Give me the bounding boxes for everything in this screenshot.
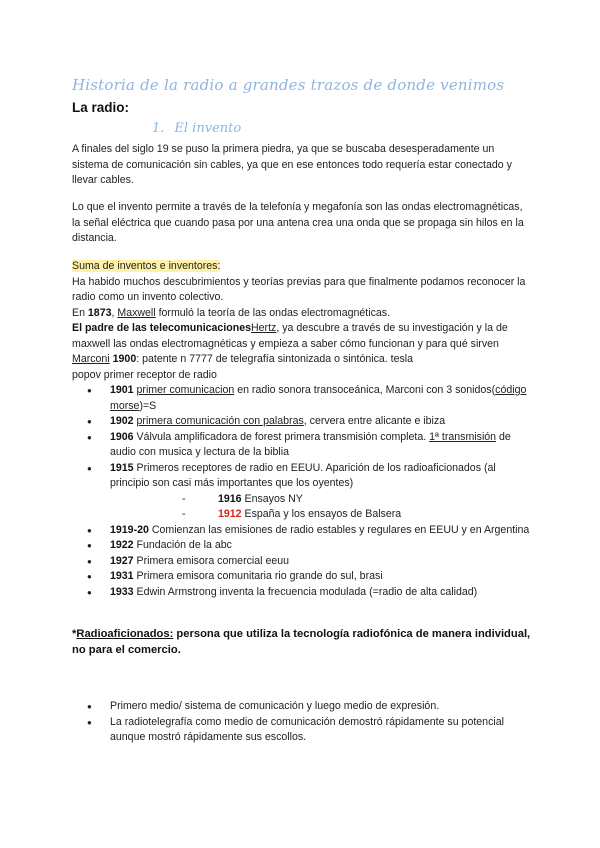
timeline-subitem: - 1916 Ensayos NY <box>182 492 303 505</box>
timeline-item: ● 1931 Primera emisora comunitaria rio grande do sul, brasi <box>72 569 532 585</box>
inventors-section <box>72 259 532 600</box>
list-item: ● La radiotelegrafía como medio de comunicación demostró rápidamente su potencial aunque mostró rápidamente sus escollos. <box>72 715 532 746</box>
subsection-number: 1. <box>152 121 165 136</box>
footnote-term: Radioaficionados: <box>76 628 174 640</box>
popov-line: popov primer receptor de radio <box>72 368 217 381</box>
section-heading: La radio: <box>72 100 130 115</box>
footnote: *Radioaficionados: persona que utiliza la tecnología radiofónica de manera individual, no para el comercio. <box>72 628 531 656</box>
intro-paragraph-2: Lo que el invento permite a través de la telefonía y megafonía son las ondas electromagnéticas, la señal eléctrica que cuando pasa por una antena crea una onda que se propaga sin hilos en la distancia. <box>72 201 524 244</box>
subsection-label: El invento <box>174 121 242 136</box>
timeline-item: ● 1933 Edwin Armstrong inventa la frecuencia modulada (=radio de alta calidad) <box>72 585 532 601</box>
timeline-item: ● 1927 Primera emisora comercial eeuu <box>72 554 532 570</box>
timeline-item: ● 1906 Válvula amplificadora de forest primera transmisión completa. 1ª transmisión de audio con musica y lectura de la biblia <box>72 430 532 461</box>
timeline-list <box>72 383 532 600</box>
list-item: ● Primero medio/ sistema de comunicación y luego medio de expresión. <box>72 699 532 715</box>
timeline-item: ● 1919-20 Comienzan las emisiones de radio estables y regulares en EEUU y en Argentina <box>72 523 532 539</box>
timeline-item: ● 1902 primera comunicación con palabras, cervera entre alicante e ibiza <box>72 414 532 430</box>
hertz-line: El padre de las telecomunicacionesHertz, ya descubre a través de su investigación y la de maxwell las ondas electromagnéticas y empieza a saber cómo funcionan y para qué sirven <box>72 322 508 350</box>
final-bullets <box>72 699 532 746</box>
document-title: Historia de la radio a grandes trazos de donde venimos <box>72 76 505 94</box>
timeline-item: ● 1901 primer comunicacion en radio sonora transoceánica, Marconi con 3 sonidos(código morse)=S <box>72 383 532 414</box>
subsection-heading <box>152 121 241 136</box>
collective-text: Ha habido muchos descubrimientos y teorías previas para que finalmente podamos reconocer la radio como un invento colectivo. <box>72 275 526 303</box>
highlight-heading: Suma de inventos e inventores: <box>72 260 221 272</box>
timeline-subitem: - 1912 España y los ensayos de Balsera <box>182 508 402 520</box>
maxwell-line: En 1873, Maxwell formuló la teoría de las ondas electromagnéticas. <box>72 306 391 319</box>
intro-paragraph-1: A finales del siglo 19 se puso la primera piedra, ya que se buscaba desesperadamente un sistema de comunicación sin cables, ya que en ese entonces todo requería estar conectado y llevar cables. <box>72 143 512 186</box>
timeline-item: ● 1915 Primeros receptores de radio en EEUU. Aparición de los radioaficionados (al principio son casi más importantes que los oyentes) <box>72 461 532 492</box>
marconi-line: Marconi 1900: patente n 7777 de telegrafía sintonizada o sintónica. tesla <box>72 353 414 365</box>
timeline-item: ● 1922 Fundación de la abc <box>72 538 532 554</box>
